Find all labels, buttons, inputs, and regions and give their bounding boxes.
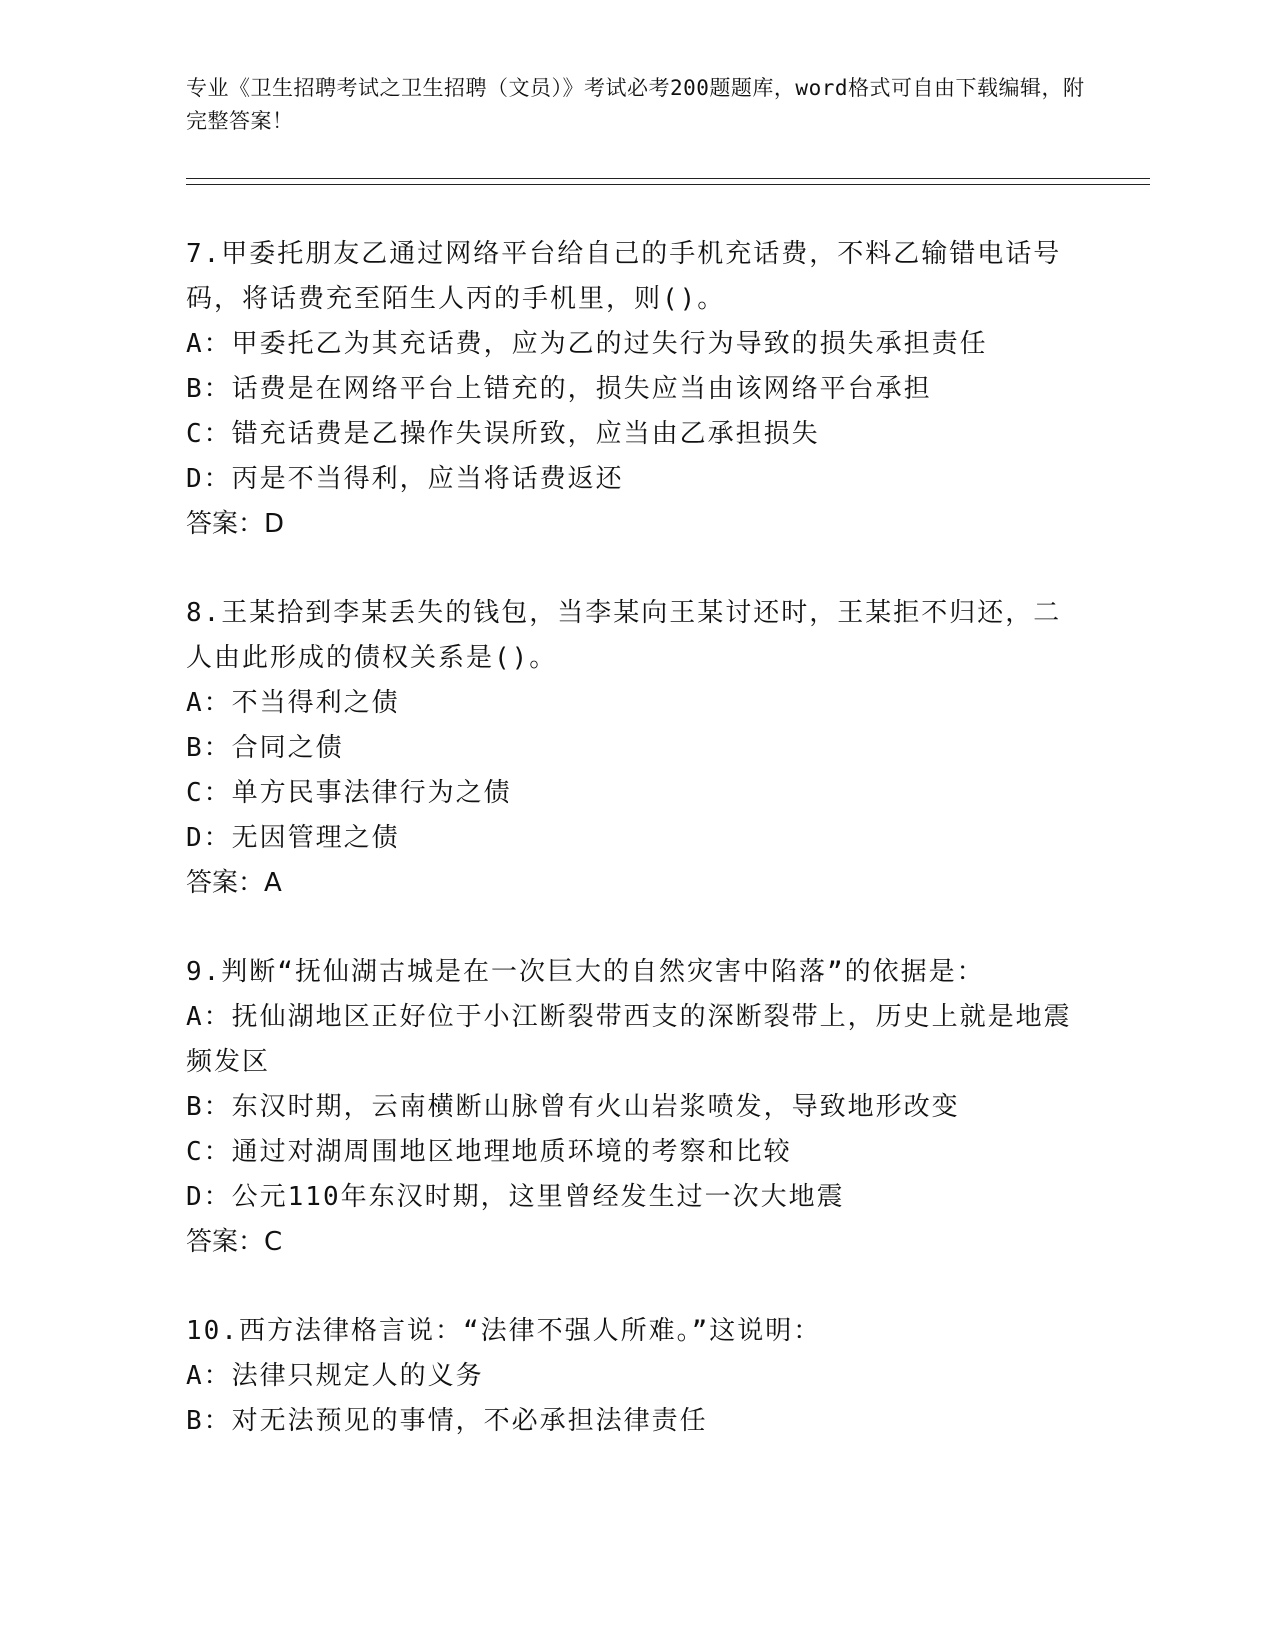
option-a: A：不当得利之债 <box>186 688 400 718</box>
question-stem: 7.甲委托朋友乙通过网络平台给自己的手机充话费，不料乙输错电话号码，将话费充至陌生人丙的手机里，则()。 <box>186 239 1062 314</box>
question-stem: 9.判断“抚仙湖古城是在一次巨大的自然灾害中陷落”的依据是： <box>186 957 985 987</box>
question-stem: 8.王某拾到李某丢失的钱包，当李某向王某讨还时，王某拒不归还，二人由此形成的债权关系是()。 <box>186 598 1062 673</box>
question-item <box>186 950 1086 1265</box>
answer-line: 答案：A <box>186 868 282 898</box>
option-d: D：丙是不当得利，应当将话费返还 <box>186 464 624 494</box>
option-d: D：公元110年东汉时期，这里曾经发生过一次大地震 <box>186 1182 845 1212</box>
option-a: A：抚仙湖地区正好位于小江断裂带西支的深断裂带上，历史上就是地震频发区 <box>186 1002 1072 1077</box>
header-divider-bottom <box>186 184 1150 185</box>
option-c: C：通过对湖周围地区地理地质环境的考察和比较 <box>186 1137 792 1167</box>
option-d: D：无因管理之债 <box>186 823 400 853</box>
option-a: A：甲委托乙为其充话费，应为乙的过失行为导致的损失承担责任 <box>186 329 988 359</box>
option-c: C：错充话费是乙操作失误所致，应当由乙承担损失 <box>186 419 820 449</box>
document-header: 专业《卫生招聘考试之卫生招聘（文员）》考试必考200题题库，word格式可自由下载编辑，附完整答案！ <box>186 76 1085 133</box>
answer-line: 答案：C <box>186 1227 283 1257</box>
question-stem: 10.西方法律格言说：“法律不强人所难。”这说明： <box>186 1316 822 1346</box>
option-a: A：法律只规定人的义务 <box>186 1361 484 1391</box>
option-b: B：对无法预见的事情，不必承担法律责任 <box>186 1406 708 1436</box>
answer-line: 答案：D <box>186 509 285 539</box>
question-list <box>186 232 1086 1488</box>
option-b: B：话费是在网络平台上错充的，损失应当由该网络平台承担 <box>186 374 932 404</box>
question-item <box>186 232 1086 547</box>
question-item <box>186 1309 1086 1444</box>
option-c: C：单方民事法律行为之债 <box>186 778 512 808</box>
header-divider-top <box>186 178 1150 179</box>
question-item <box>186 591 1086 906</box>
option-b: B：东汉时期，云南横断山脉曾有火山岩浆喷发，导致地形改变 <box>186 1092 960 1122</box>
option-b: B：合同之债 <box>186 733 344 763</box>
